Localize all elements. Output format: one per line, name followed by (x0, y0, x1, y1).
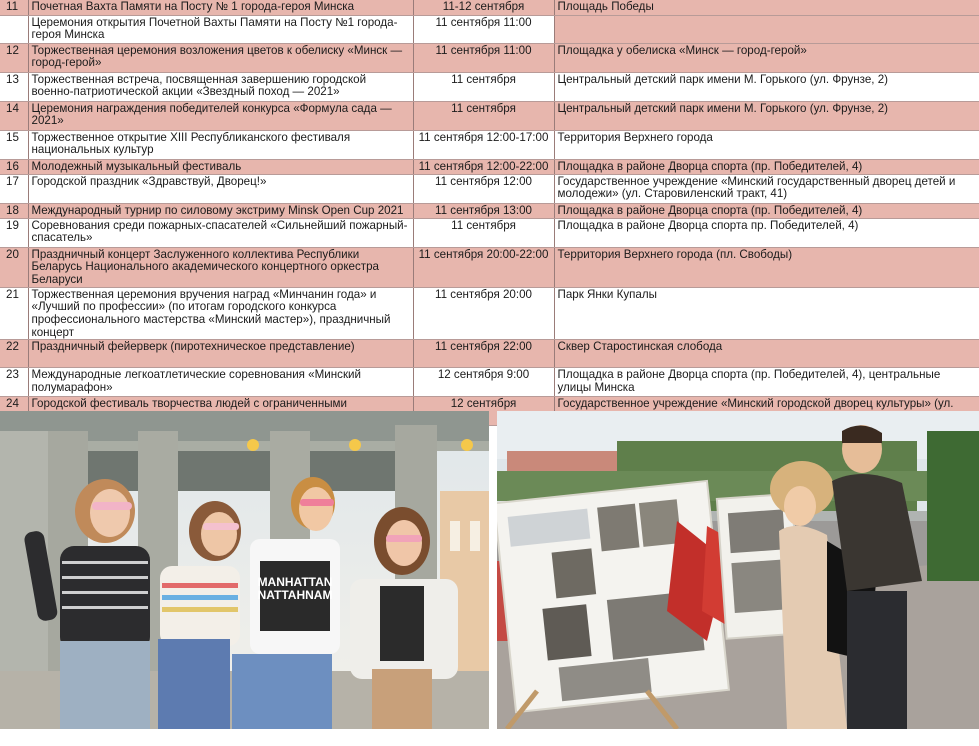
schedule-row-date: 11 сентября (413, 101, 554, 130)
schedule-row (0, 159, 979, 174)
schedule-row-event: Торжественная церемония вручения наград «Минчанин года» и «Лучший по профессии» (по итогам городского конкурса профессионального мастерства «Минский мастер»), праздничный концерт (28, 287, 413, 340)
schedule-row-place: Территория Верхнего города (пл. Свободы) (554, 247, 979, 287)
schedule-row-number: 21 (0, 287, 28, 340)
schedule-row (0, 368, 979, 397)
schedule-row-place: Государственное учреждение «Минский государственный дворец детей и молодежи» (ул. Старовиленский тракт, 41) (554, 174, 979, 203)
schedule-row-event: Почетная Вахта Памяти на Посту № 1 города-героя Минска (28, 0, 413, 15)
schedule-row-event: Праздничный фейерверк (пиротехническое представление) (28, 340, 413, 368)
schedule-row (0, 340, 979, 368)
schedule-row-place: Парк Янки Купалы (554, 287, 979, 340)
schedule-row-date: 11 сентября 22:00 (413, 340, 554, 368)
photo-wwii-exhibition-stands (497, 411, 979, 729)
schedule-row-date: 11 сентября 11:00 (413, 43, 554, 72)
schedule-row-date: 11 сентября 11:00 (413, 15, 554, 43)
schedule-row-place: Центральный детский парк имени М. Горького (ул. Фрунзе, 2) (554, 72, 979, 101)
schedule-row-event: Церемония награждения победителей конкурса «Формула сада — 2021» (28, 101, 413, 130)
schedule-row-date: 11 сентября 20:00 (413, 287, 554, 340)
schedule-row-place (554, 15, 979, 43)
schedule-row-number (0, 15, 28, 43)
schedule-row-place: Площадка в районе Дворца спорта (пр. Победителей, 4) (554, 203, 979, 218)
schedule-row-date: 12 сентября (413, 397, 554, 426)
schedule-row (0, 130, 979, 159)
schedule-row (0, 174, 979, 203)
schedule-row-place: Площадь Победы (554, 0, 979, 15)
schedule-row (0, 287, 979, 340)
schedule-row (0, 218, 979, 247)
schedule-row-event: Праздничный концерт Заслуженного коллектива Республики Беларусь Национального академического концертного оркестра Беларуси (28, 247, 413, 287)
schedule-row (0, 43, 979, 72)
schedule-row-number: 13 (0, 72, 28, 101)
schedule-row-event: Молодежный музыкальный фестиваль (28, 159, 413, 174)
schedule-row-number: 18 (0, 203, 28, 218)
schedule-row-date: 12 сентября 9:00 (413, 368, 554, 397)
schedule-row-number: 11 (0, 0, 28, 15)
schedule-row (0, 247, 979, 287)
schedule-row-event: Международные легкоатлетические соревнования «Минский полумарафон» (28, 368, 413, 397)
schedule-row-date: 11 сентября (413, 218, 554, 247)
schedule-row-place: Площадка в районе Дворца спорта (пр. Победителей, 4), центральные улицы Минска (554, 368, 979, 397)
schedule-row-number: 12 (0, 43, 28, 72)
schedule-row-place: Территория Верхнего города (554, 130, 979, 159)
schedule-row-date: 11 сентября 13:00 (413, 203, 554, 218)
schedule-row-event: Торжественная встреча, посвященная завершению городской военно-патриотической акции «Звездный поход — 2021» (28, 72, 413, 101)
schedule-row-event: Торжественное открытие XIII Республиканского фестиваля национальных культур (28, 130, 413, 159)
schedule-row-place: Сквер Старостинская слобода (554, 340, 979, 368)
schedule-row-place: Площадка в районе Дворца спорта (пр. Победителей, 4) (554, 159, 979, 174)
schedule-row-number: 22 (0, 340, 28, 368)
schedule-row-event: Городской фестиваль творчества людей с ограниченными (28, 397, 413, 426)
schedule-row-place: Площадка у обелиска «Минск — город-герой» (554, 43, 979, 72)
schedule-row-number: 15 (0, 130, 28, 159)
schedule-row-date: 11 сентября 12:00-17:00 (413, 130, 554, 159)
schedule-row (0, 15, 979, 43)
schedule-row-date: 11 сентября 20:00-22:00 (413, 247, 554, 287)
tshirt-print-text-mirrored: NATTAHNAM (257, 588, 333, 602)
schedule-row-place: Государственное учреждение «Минский городской дворец культуры» (ул. (554, 397, 979, 426)
schedule-row-date: 11-12 сентября (413, 0, 554, 15)
schedule-row-event: Городской праздник «Здравствуй, Дворец!» (28, 174, 413, 203)
schedule-row-place: Центральный детский парк имени М. Горького (ул. Фрунзе, 2) (554, 101, 979, 130)
schedule-row-number: 24 (0, 397, 28, 426)
schedule-row-number: 19 (0, 218, 28, 247)
schedule-row-date: 11 сентября 12:00-22:00 (413, 159, 554, 174)
schedule-row-place: Площадка в районе Дворца спорта пр. Победителей, 4) (554, 218, 979, 247)
schedule-row-event: Соревнования среди пожарных-спасателей «Сильнейший пожарный-спасатель» (28, 218, 413, 247)
schedule-row-number: 16 (0, 159, 28, 174)
schedule-row-number: 14 (0, 101, 28, 130)
schedule-row (0, 72, 979, 101)
schedule-row (0, 203, 979, 218)
schedule-row-event: Церемония открытия Почетной Вахты Памяти на Посту №1 города-героя Минска (28, 15, 413, 43)
schedule-row-number: 17 (0, 174, 28, 203)
schedule-row-number: 23 (0, 368, 28, 397)
schedule-row-event: Торжественная церемония возложения цветов к обелиску «Минск — город-герой» (28, 43, 413, 72)
schedule-row-date: 11 сентября (413, 72, 554, 101)
schedule-row-event: Международный турнир по силовому экстриму Minsk Open Cup 2021 (28, 203, 413, 218)
schedule-row (0, 0, 979, 15)
schedule-row-number: 20 (0, 247, 28, 287)
photo-girls-at-park-gate (0, 411, 489, 729)
tshirt-print-text: MANHATTAN (257, 575, 333, 589)
schedule-row-date: 11 сентября 12:00 (413, 174, 554, 203)
schedule-row (0, 101, 979, 130)
